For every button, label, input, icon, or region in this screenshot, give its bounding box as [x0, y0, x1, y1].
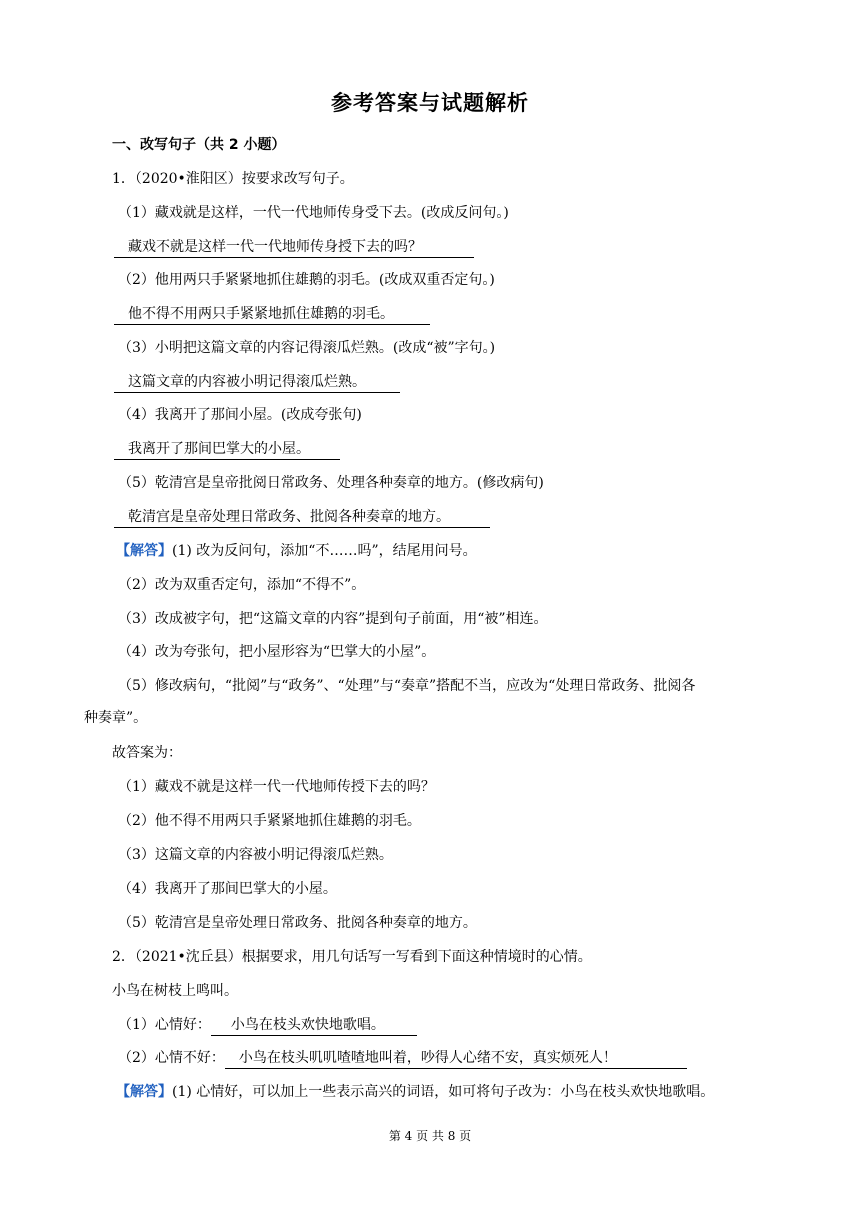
q1-prompt-2: （2）他用两只手紧紧地抓住雄鹅的羽毛。(改成双重否定句。) — [118, 272, 495, 288]
q2-analysis — [116, 1081, 714, 1103]
q1-analysis-2: （2）改为双重否定句，添加“不得不”。 — [118, 577, 366, 593]
analysis-line: (1) 心情好，可以加上一些表示高兴的词语，如可将句子改为：小鸟在枝头欢快地歌唱。 — [172, 1084, 715, 1100]
q2-good-row — [118, 1014, 417, 1036]
q1-prompt-5: （5）乾清宫是皇帝批阅日常政务、处理各种奏章的地方。(修改病句) — [118, 475, 544, 491]
q1-prompt-4: （4）我离开了那间小屋。(改成夸张句) — [118, 407, 362, 423]
q1-prompt-3: （3）小明把这篇文章的内容记得滚瓜烂熟。(改成“被”字句。) — [118, 340, 496, 356]
q2-good-answer: 小鸟在枝头欢快地歌唱。 — [211, 1015, 417, 1036]
q2-bad-answer: 小鸟在枝头叽叽喳喳地叫着，吵得人心绪不安，真实烦死人！ — [225, 1048, 687, 1069]
q2-bad-label: （2）心情不好： — [118, 1050, 225, 1066]
q1-analysis-3: （3）改成被字句，把“这篇文章的内容”提到句子前面，用“被”相连。 — [118, 611, 548, 627]
q2-good-label: （1）心情好： — [118, 1017, 211, 1033]
question-2-stem: 2．（2021•沈丘县）根据要求，用几句话写一写看到下面这种情境时的心情。 — [112, 949, 592, 965]
q1-analysis-1 — [116, 540, 477, 562]
summary-line-4: （4）我离开了那间巴掌大的小屋。 — [118, 881, 337, 897]
analysis-tag: 【解答】 — [116, 543, 172, 559]
summary-intro: 故答案为： — [112, 745, 182, 761]
q1-answer-4: 我离开了那间巴掌大的小屋。 — [114, 439, 340, 460]
analysis-line: (1) 改为反问句，添加“不……吗”，结尾用问号。 — [172, 543, 477, 559]
question-1-stem: 1．（2020•淮阳区）按要求改写句子。 — [112, 171, 354, 187]
q1-analysis-5: （5）修改病句，“批阅”与“政务”、“处理”与“奏章”搭配不当，应改为“处理日常政务、批阅各 — [118, 678, 696, 694]
summary-line-5: （5）乾清宫是皇帝处理日常政务、批阅各种奏章的地方。 — [118, 915, 477, 931]
q1-answer-2: 他不得不用两只手紧紧地抓住雄鹅的羽毛。 — [114, 304, 430, 325]
page-title: 参考答案与试题解析 — [331, 91, 529, 115]
q2-bad-row — [118, 1047, 687, 1069]
q1-analysis-6: 种奏章”。 — [84, 710, 148, 726]
q1-answer-5: 乾清宫是皇帝处理日常政务、批阅各种奏章的地方。 — [114, 507, 490, 528]
section-heading: 一、改写句子（共 2 小题） — [112, 137, 286, 153]
summary-line-2: （2）他不得不用两只手紧紧地抓住雄鹅的羽毛。 — [118, 813, 421, 829]
q1-answer-1: 藏戏不就是这样一代一代地师传身授下去的吗？ — [114, 237, 474, 258]
q1-prompt-1: （1）藏戏就是这样，一代一代地师传身受下去。(改成反问句。) — [118, 205, 509, 221]
summary-line-3: （3）这篇文章的内容被小明记得滚瓜烂熟。 — [118, 847, 393, 863]
page-footer: 第 4 页 共 8 页 — [388, 1129, 472, 1143]
q1-analysis-4: （4）改为夸张句，把小屋形容为“巴掌大的小屋”。 — [118, 644, 436, 660]
analysis-tag: 【解答】 — [116, 1084, 172, 1100]
summary-line-1: （1）藏戏不就是这样一代一代地师传授下去的吗？ — [118, 779, 435, 795]
q1-answer-3: 这篇文章的内容被小明记得滚瓜烂熟。 — [114, 372, 400, 393]
q2-scene: 小鸟在树枝上鸣叫。 — [112, 983, 238, 999]
